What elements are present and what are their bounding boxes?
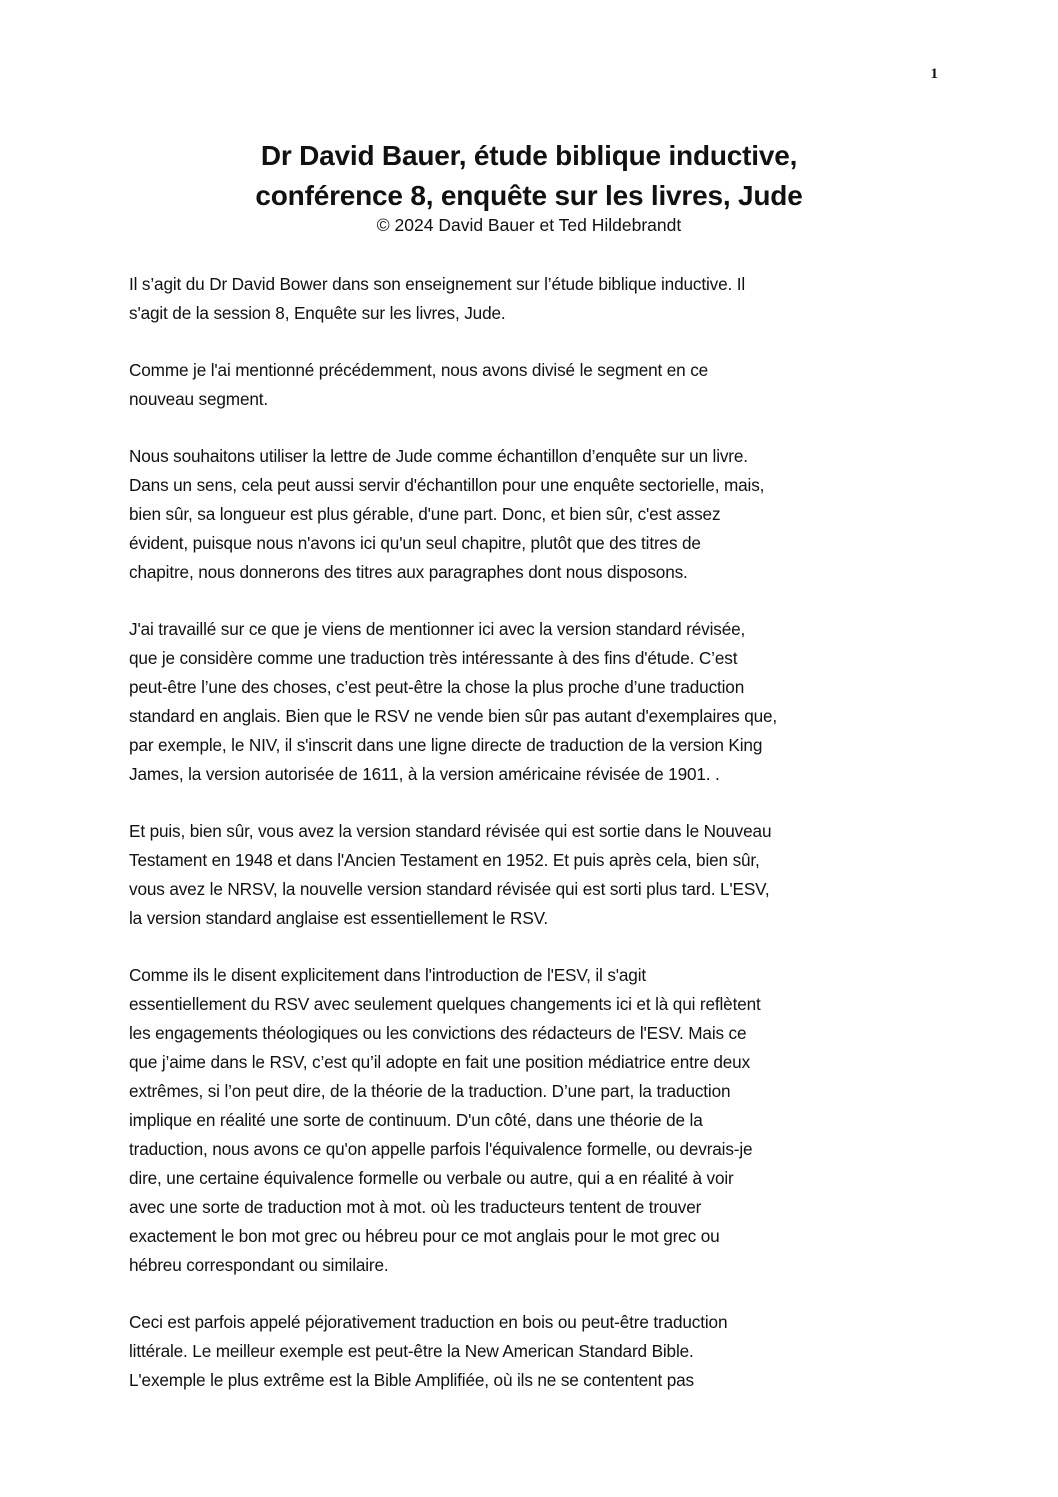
paragraph <box>129 961 929 1280</box>
document-header <box>0 136 1058 238</box>
text-line: standard en anglais. Bien que le RSV ne vende bien sûr pas autant d'exemplaires que, <box>129 706 778 726</box>
text-line: évident, puisque nous n'avons ici qu'un seul chapitre, plutôt que des titres de <box>129 533 701 553</box>
paragraph <box>129 817 929 933</box>
title-line: Dr David Bauer, étude biblique inductive, <box>260 140 798 171</box>
text-line: Dans un sens, cela peut aussi servir d'échantillon pour une enquête sectorielle, mais, <box>129 475 765 495</box>
text-line: Nous souhaitons utiliser la lettre de Jude comme échantillon d’enquête sur un livre. <box>129 446 748 466</box>
paragraph <box>129 442 929 587</box>
text-line: que j’aime dans le RSV, c’est qu’il adopte en fait une position médiatrice entre deux <box>129 1052 751 1072</box>
text-line: Comme je l'ai mentionné précédemment, nous avons divisé le segment en ce <box>129 360 709 380</box>
text-line: que je considère comme une traduction très intéressante à des fins d'étude. C’est <box>129 648 738 668</box>
text-line: dire, une certaine équivalence formelle ou verbale ou autre, qui a en réalité à voir <box>129 1168 734 1188</box>
text-line: nouveau segment. <box>129 389 269 409</box>
text-line: littérale. Le meilleur exemple est peut-être la New American Standard Bible. <box>129 1341 694 1361</box>
document-title <box>0 136 1058 216</box>
text-line: hébreu correspondant ou similaire. <box>129 1255 389 1275</box>
text-line: avec une sorte de traduction mot à mot. où les traducteurs tentent de trouver <box>129 1197 702 1217</box>
text-line: exactement le bon mot grec ou hébreu pour ce mot anglais pour le mot grec ou <box>129 1226 720 1246</box>
text-line: Testament en 1948 et dans l'Ancien Testament en 1952. Et puis après cela, bien sûr, <box>129 850 760 870</box>
text-line: Comme ils le disent explicitement dans l'introduction de l'ESV, il s'agit <box>129 965 647 985</box>
text-line: L'exemple le plus extrême est la Bible Amplifiée, où ils ne se contentent pas <box>129 1370 694 1390</box>
text-line: extrêmes, si l’on peut dire, de la théorie de la traduction. D’une part, la traduction <box>129 1081 731 1101</box>
text-line: chapitre, nous donnerons des titres aux paragraphes dont nous disposons. <box>129 562 688 582</box>
copyright-notice: © 2024 David Bauer et Ted Hildebrandt <box>376 215 682 235</box>
text-line: la version standard anglaise est essentiellement le RSV. <box>129 908 548 928</box>
text-line: J'ai travaillé sur ce que je viens de mentionner ici avec la version standard révisée, <box>129 619 746 639</box>
text-line: Et puis, bien sûr, vous avez la version standard révisée qui est sortie dans le Nouveau <box>129 821 772 841</box>
page-number: 1 <box>930 66 938 82</box>
text-line: vous avez le NRSV, la nouvelle version standard révisée qui est sorti plus tard. L'ESV, <box>129 879 770 899</box>
title-line: conférence 8, enquête sur les livres, Jude <box>255 180 803 211</box>
document-body <box>129 270 929 1423</box>
text-line: implique en réalité une sorte de continuum. D'un côté, dans une théorie de la <box>129 1110 703 1130</box>
text-line: James, la version autorisée de 1611, à la version américaine révisée de 1901. . <box>129 764 720 784</box>
text-line: les engagements théologiques ou les convictions des rédacteurs de l'ESV. Mais ce <box>129 1023 747 1043</box>
text-line: par exemple, le NIV, il s'inscrit dans une ligne directe de traduction de la version King <box>129 735 763 755</box>
text-line: essentiellement du RSV avec seulement quelques changements ici et là qui reflètent <box>129 994 761 1014</box>
text-line: s'agit de la session 8, Enquête sur les livres, Jude. <box>129 303 506 323</box>
paragraph <box>129 1308 929 1395</box>
text-line: peut-être l’une des choses, c’est peut-être la chose la plus proche d’une traduction <box>129 677 745 697</box>
paragraph <box>129 615 929 789</box>
text-line: Il s’agit du Dr David Bower dans son enseignement sur l’étude biblique inductive. Il <box>129 274 746 294</box>
paragraph <box>129 356 929 414</box>
text-line: traduction, nous avons ce qu'on appelle parfois l'équivalence formelle, ou devrais-je <box>129 1139 753 1159</box>
text-line: bien sûr, sa longueur est plus gérable, d'une part. Donc, et bien sûr, c'est assez <box>129 504 721 524</box>
paragraph <box>129 270 929 328</box>
text-line: Ceci est parfois appelé péjorativement traduction en bois ou peut-être traduction <box>129 1312 728 1332</box>
